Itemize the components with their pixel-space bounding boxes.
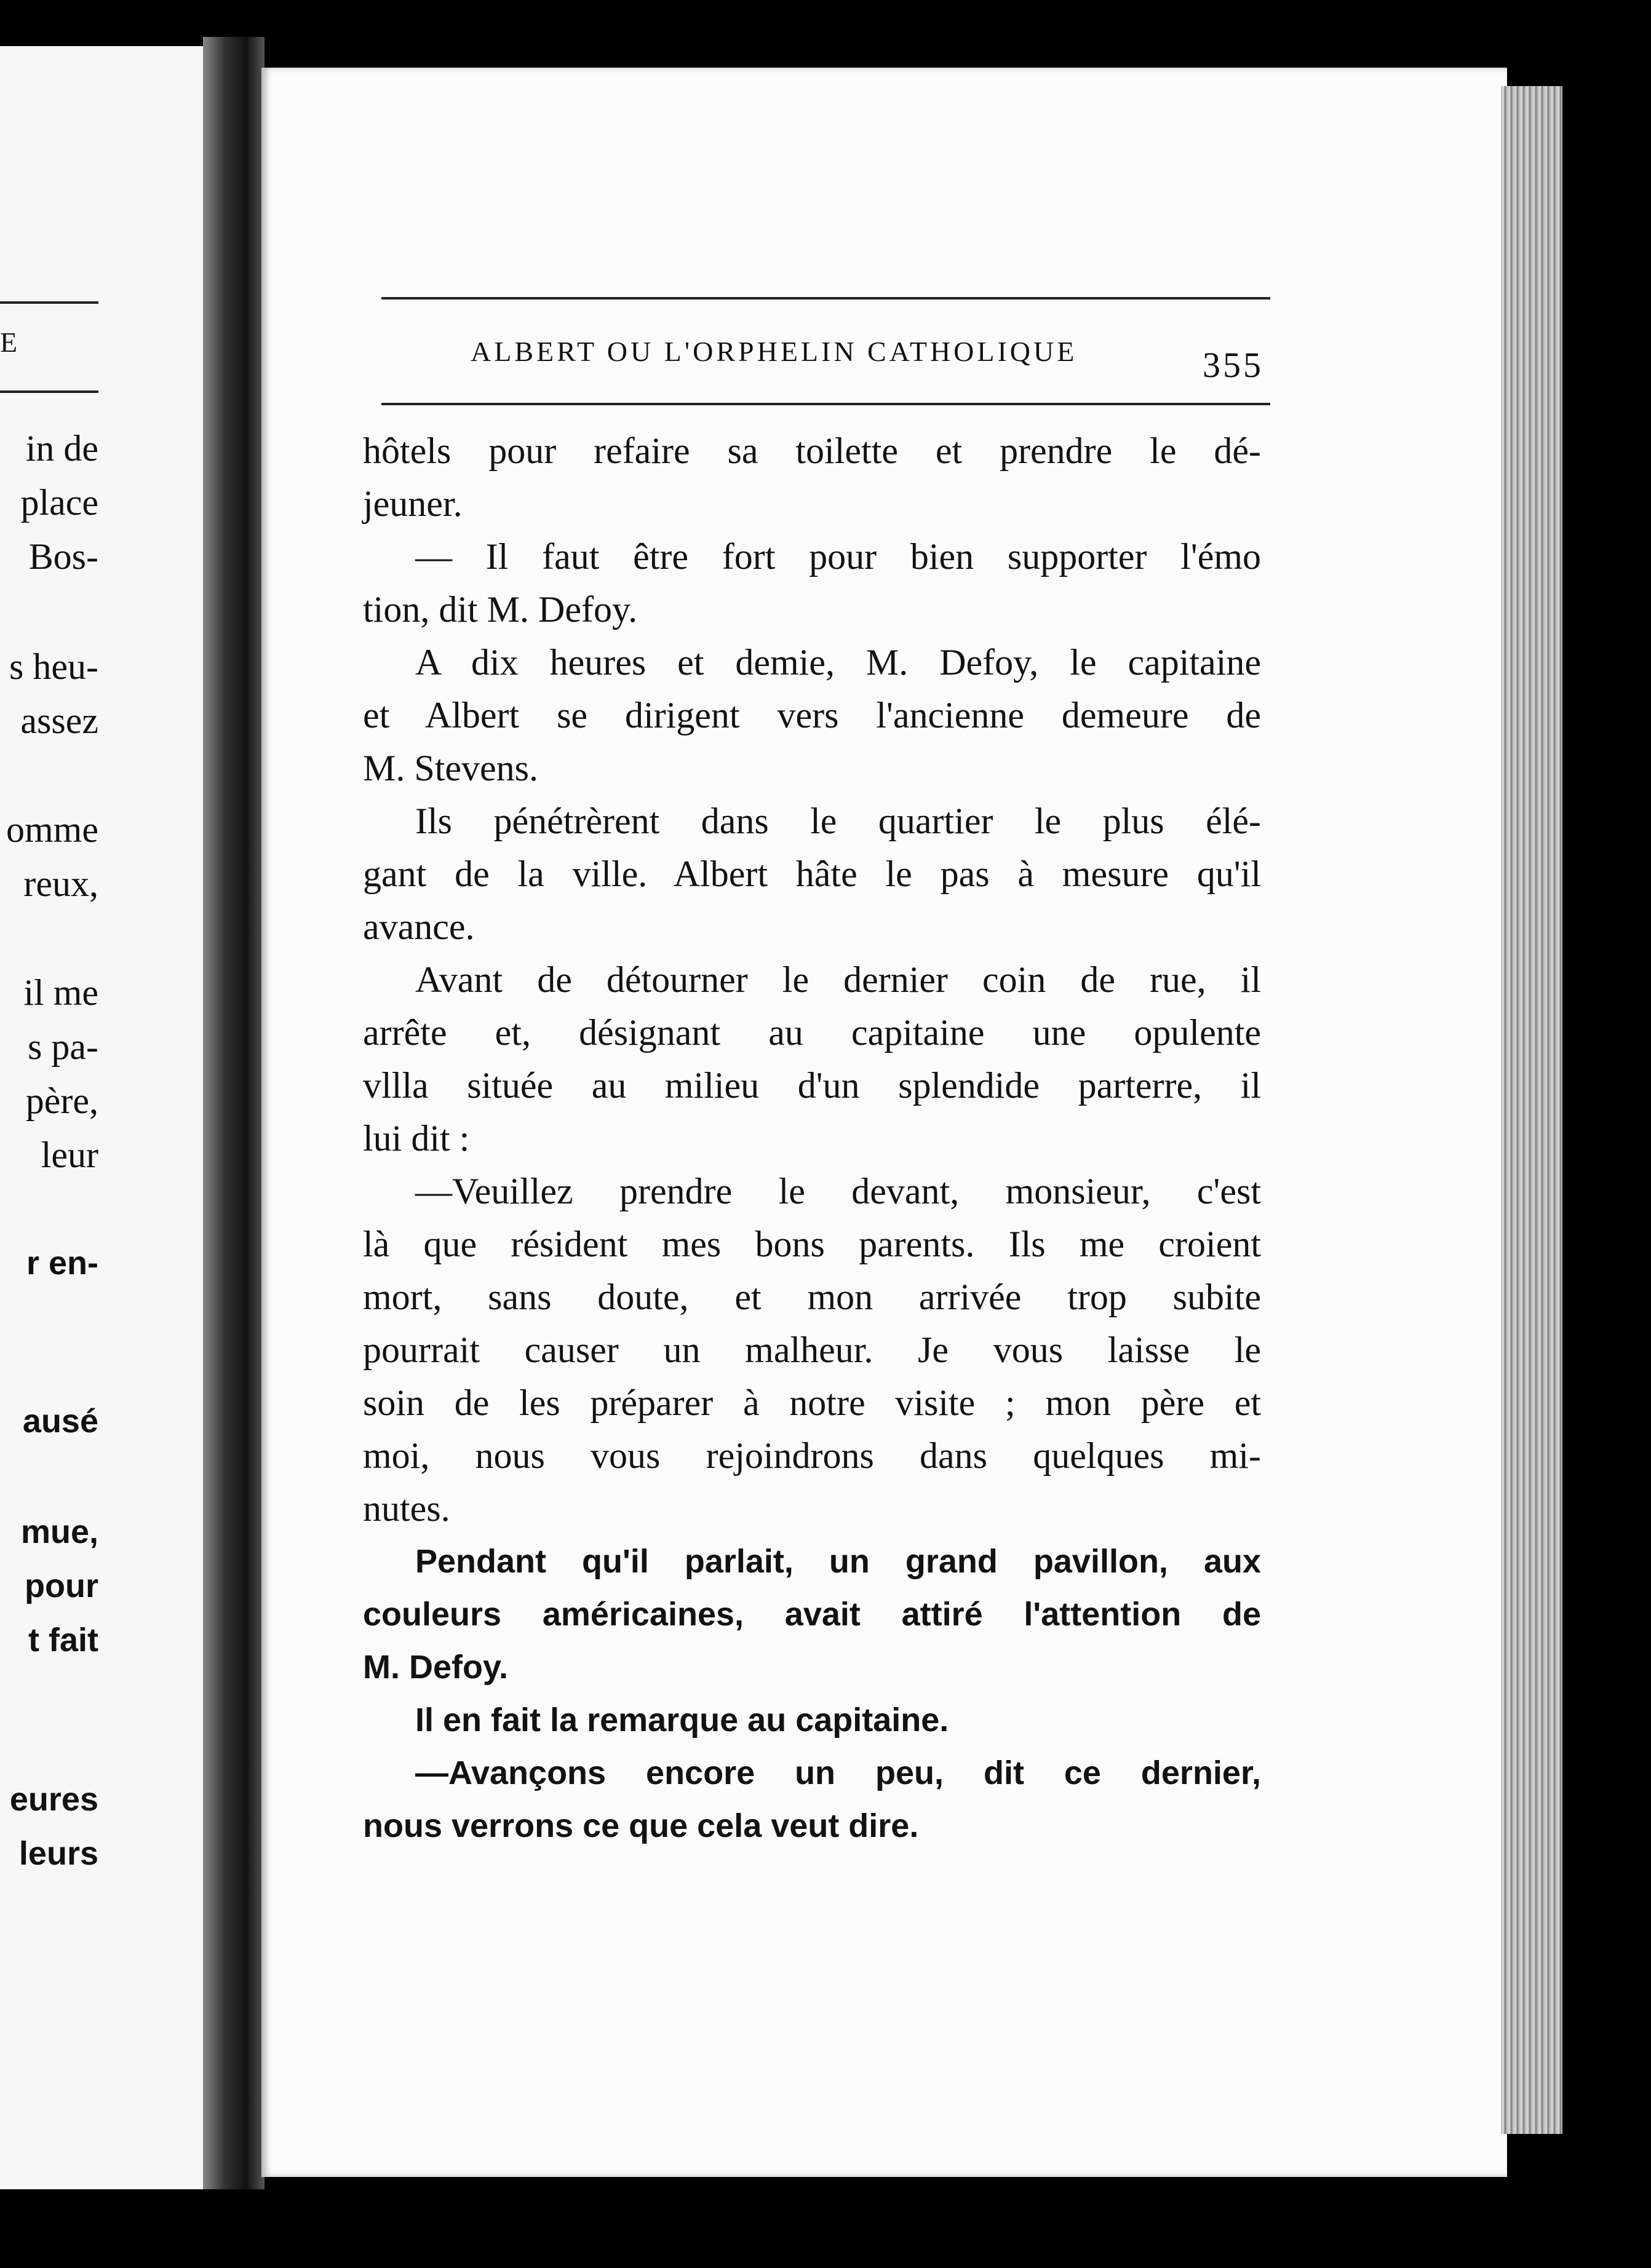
left-header-rule-top [0,301,98,304]
text-line: moi, nous vous rejoindrons dans quelques mi- [363,1435,1261,1476]
text-line: gant de la ville. Albert hâte le pas à mesure qu'il [363,854,1261,894]
body-text [363,424,1261,1852]
book-gutter [203,37,265,2189]
running-head: ALBERT OU L'ORPHELIN CATHOLIQUE [471,336,1078,367]
left-line-fragment: assez [20,700,98,741]
left-line-fragment: reux, [23,863,98,904]
left-line-fragment: il me [23,972,98,1013]
text-line: arrête et, désignant au capitaine une opulente [363,1012,1261,1053]
left-line-fragment: omme [6,809,98,850]
left-line-fragment: in de [25,428,98,469]
header-rule-bottom [381,403,1270,405]
text-line: avance. [363,906,475,947]
left-running-head-fragment: E [0,327,19,358]
text-line: Il en fait la remarque au capitaine. [415,1702,949,1739]
left-line-fragment: ausé [22,1403,98,1440]
text-line: M. Stevens. [363,748,538,788]
text-line: hôtels pour refaire sa toilette et prendre le dé- [363,430,1261,471]
text-line: couleurs américaines, avait attiré l'attention de [363,1596,1261,1633]
left-line-fragment: place [20,482,98,523]
page-edges [1501,86,1562,2134]
left-line-fragment: t fait [28,1622,98,1659]
text-line: A dix heures et demie, M. Defoy, le capitaine [415,642,1261,683]
left-line-fragment: pour [25,1568,98,1604]
header-rule-top [381,297,1270,299]
text-line: tion, dit M. Defoy. [363,589,638,630]
text-line: nutes. [363,1488,450,1529]
page-number: 355 [1203,345,1263,385]
text-line: pourrait causer un malheur. Je vous laisse le [363,1330,1261,1370]
left-line-fragment: leur [41,1135,98,1175]
left-page [0,46,203,2189]
left-line-fragment: eures [9,1781,98,1818]
text-line: et Albert se dirigent vers l'ancienne demeure de [363,695,1261,736]
left-line-fragment: mue, [20,1513,98,1550]
left-line-fragment: Bos- [28,536,98,577]
left-header-rule-bottom [0,391,98,393]
text-line: lui dit : [363,1118,470,1159]
text-line: mort, sans doute, et mon arrivée trop subite [363,1277,1261,1317]
text-line: là que résident mes bons parents. Ils me croient [363,1224,1261,1264]
text-line: nous verrons ce que cela veut dire. [363,1807,919,1844]
text-line: —Avançons encore un peu, dit ce dernier, [415,1755,1261,1791]
text-line: soin de les préparer à notre visite ; mon père et [363,1382,1261,1423]
left-line-fragment: leurs [18,1835,98,1872]
left-line-fragment: r en- [26,1245,98,1282]
text-line: M. Defoy. [363,1649,509,1686]
left-line-fragment: père, [25,1080,98,1121]
text-line: jeuner. [363,483,463,524]
left-line-fragment: s heu- [9,646,98,687]
text-line: Ils pénétrèrent dans le quartier le plus élé- [415,801,1261,841]
left-line-fragment: s pa- [28,1026,98,1067]
text-line: Avant de détourner le dernier coin de rue, il [415,959,1261,1000]
text-line: Pendant qu'il parlait, un grand pavillon, aux [415,1543,1261,1580]
text-line: — Il faut être fort pour bien supporter l'émo [415,536,1261,577]
text-line: —Veuillez prendre le devant, monsieur, c'est [415,1171,1261,1211]
text-line: vllla située au milieu d'un splendide parterre, il [363,1065,1261,1106]
